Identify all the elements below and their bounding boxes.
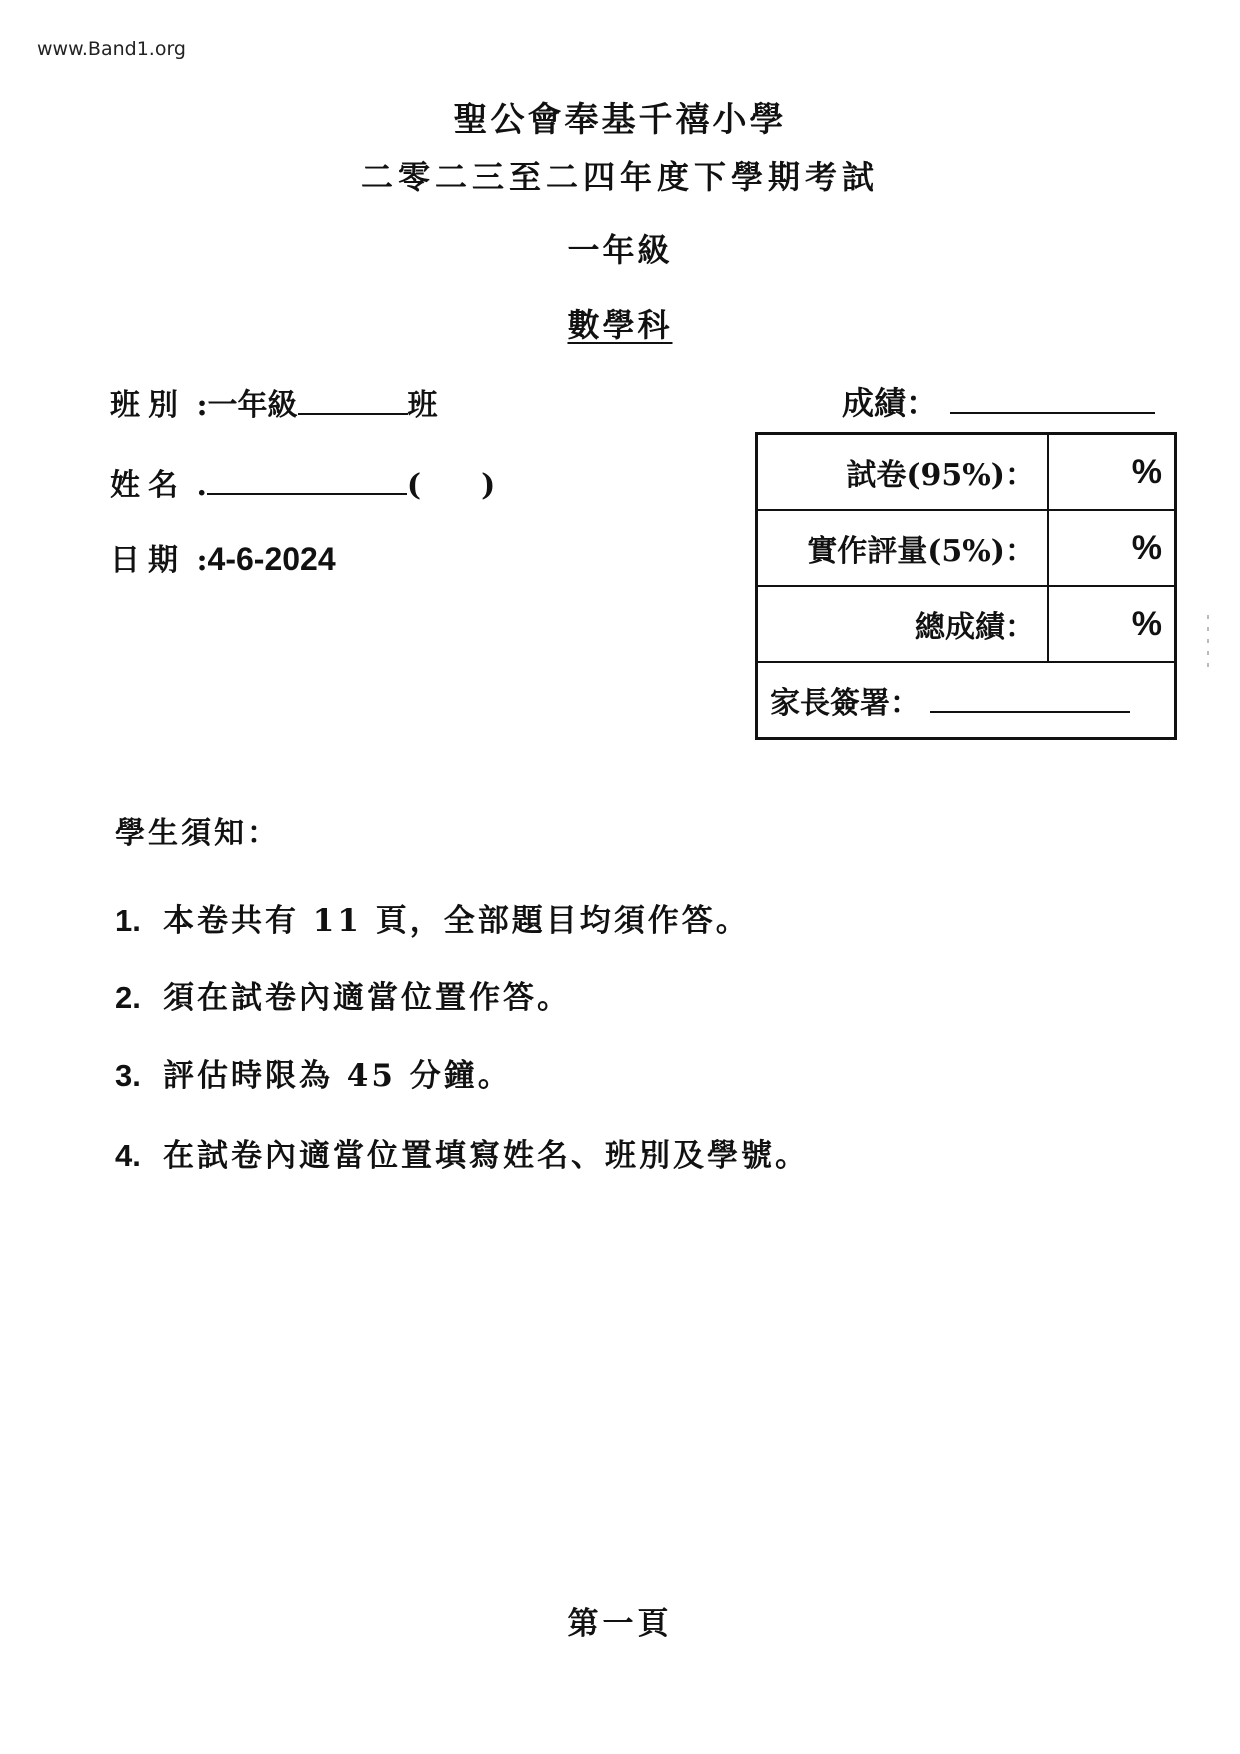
score-label: 成績：	[842, 384, 939, 422]
rule-text: 須在試卷內適當位置作答。	[163, 980, 571, 1016]
table-row	[757, 586, 1176, 662]
class-prefix: :一年級	[196, 388, 298, 423]
name-label: 姓名	[110, 468, 186, 503]
rule-number: 4.	[115, 1138, 141, 1173]
score-field	[842, 378, 1155, 424]
parent-signature-row	[757, 662, 1176, 739]
rule-item	[115, 895, 750, 940]
watermark: www.Band1.org	[37, 38, 186, 60]
total-score-label: 總成績：	[757, 586, 1049, 662]
rule-number: 1.	[115, 903, 141, 938]
page-number: 第一頁	[567, 1606, 673, 1642]
rule-number: 2.	[115, 980, 141, 1015]
name-field	[110, 460, 495, 504]
parent-signature-label: 家長簽署：	[770, 686, 920, 721]
score-blank[interactable]	[950, 408, 1155, 414]
rule-item	[115, 1130, 809, 1175]
paper-score-cell[interactable]: %	[1048, 434, 1176, 511]
class-suffix: 班	[407, 388, 438, 423]
school-name: 聖公會奉基千禧小學	[453, 100, 787, 140]
date-value: 4-6-2024	[207, 541, 336, 577]
parent-signature-blank[interactable]	[930, 707, 1130, 713]
student-number-blank[interactable]	[421, 491, 481, 495]
score-table	[755, 432, 1177, 740]
paper-score-label: 試卷(95%)：	[757, 434, 1049, 511]
rule-text: 在試卷內適當位置填寫姓名、班別及學號。	[163, 1138, 809, 1174]
table-row	[757, 434, 1176, 511]
subject-text: 數學科	[567, 306, 673, 344]
class-label: 班別	[110, 388, 186, 423]
date-label: 日期	[110, 543, 186, 578]
date-field	[110, 535, 336, 579]
table-row	[757, 510, 1176, 586]
practical-score-label: 實作評量(5%)：	[757, 510, 1049, 586]
class-field	[110, 380, 438, 424]
date-sep: :	[196, 543, 208, 578]
name-sep: .	[196, 468, 207, 503]
practical-score-cell[interactable]: %	[1048, 510, 1176, 586]
subject-title	[0, 300, 1240, 346]
paren-open: (	[406, 468, 422, 503]
scan-artifact	[1207, 615, 1209, 675]
total-score-cell[interactable]: %	[1048, 586, 1176, 662]
table-row	[757, 662, 1176, 739]
rule-item	[115, 972, 571, 1017]
paren-close: )	[481, 468, 496, 503]
name-blank[interactable]	[207, 489, 407, 495]
grade-title: 一年級	[567, 231, 673, 269]
exam-title: 二零二三至二四年度下學期考試	[360, 158, 879, 196]
rule-item	[115, 1050, 512, 1095]
rule-text: 本卷共有 11 頁，全部題目均須作答。	[163, 903, 750, 939]
rule-text: 評估時限為 45 分鐘。	[163, 1058, 512, 1094]
notice-title: 學生須知：	[115, 816, 280, 851]
class-blank[interactable]	[298, 409, 408, 415]
rule-number: 3.	[115, 1058, 141, 1093]
